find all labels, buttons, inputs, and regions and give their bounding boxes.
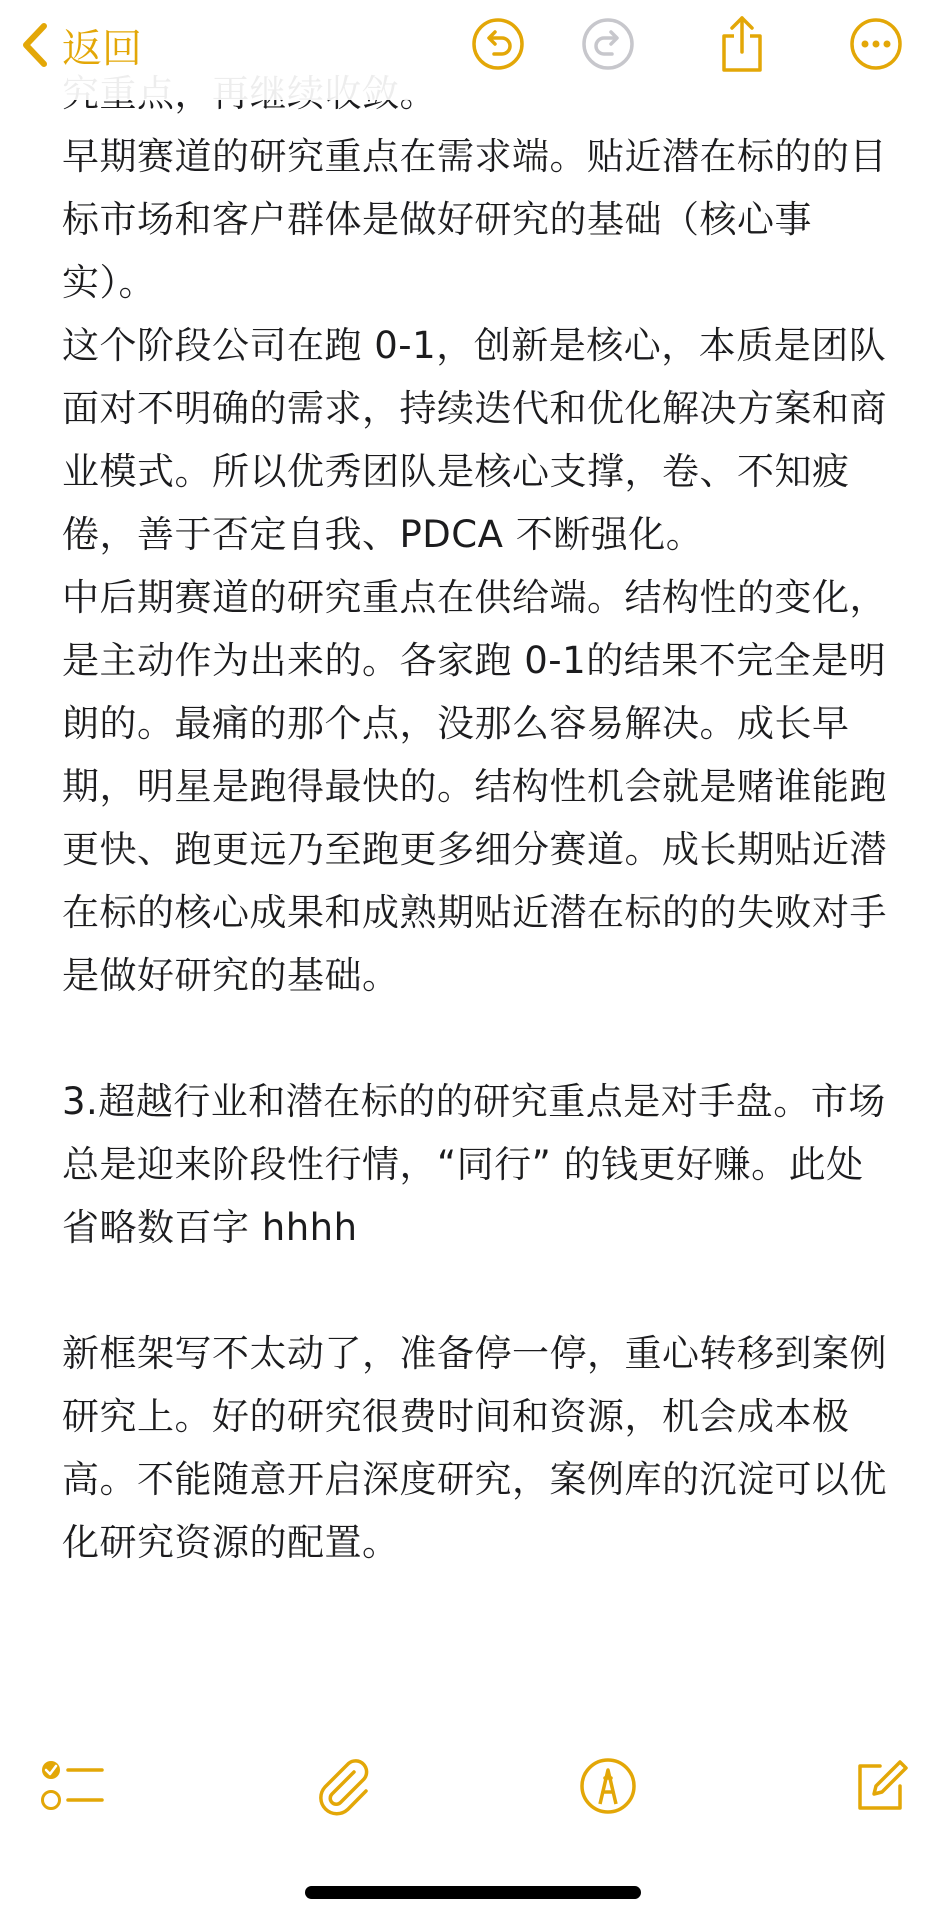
chevron-left-icon	[20, 22, 48, 68]
markup-button[interactable]	[576, 1754, 640, 1818]
note-paragraph: 中后期赛道的研究重点在供给端。结构性的变化，是主动作为出来的。各家跑 0-1的结果不完全是明朗的。最痛的那个点，没那么容易解决。成长早期，明星是跑得最快的。结构性机会就是赌谁能跑更快、跑更远乃至跑更多细分赛道。成长期贴近潜在标的核心成果和成熟期贴近潜在标的的失败对手是做好研究的基础。	[62, 576, 887, 997]
share-button[interactable]	[712, 14, 772, 74]
bottom-toolbar	[0, 1740, 944, 1830]
undo-icon	[470, 16, 526, 72]
note-paragraph: 这个阶段公司在跑 0-1，创新是核心，本质是团队面对不明确的需求，持续迭代和优化解决方案和商业模式。所以优秀团队是核心支撑，卷、不知疲倦，善于否定自我、PDCA 不断强化。	[62, 324, 887, 556]
back-button[interactable]	[20, 16, 142, 74]
markup-icon	[578, 1756, 638, 1816]
navigation-bar	[0, 0, 944, 100]
redo-button[interactable]	[578, 14, 638, 74]
checklist-icon	[40, 1756, 104, 1816]
compose-button[interactable]	[848, 1754, 912, 1818]
more-button[interactable]	[846, 14, 906, 74]
note-paragraph: 早期赛道的研究重点在需求端。贴近潜在标的的目标市场和客户群体是做好研究的基础（核心事实）。	[62, 135, 887, 304]
note-paragraph: 3.超越行业和潜在标的的研究重点是对手盘。市场总是迎来阶段性行情，“同行” 的钱更好赚。此处省略数百字 hhhh	[62, 1080, 886, 1249]
checklist-button[interactable]	[40, 1754, 104, 1818]
more-icon	[848, 16, 904, 72]
note-body[interactable]	[62, 62, 888, 1574]
compose-icon	[850, 1756, 910, 1816]
blank-line	[62, 1259, 888, 1322]
blank-line	[62, 1007, 888, 1070]
note-paragraph: 新框架写不太动了，准备停一停，重心转移到案例研究上。好的研究很费时间和资源，机会成本极高。不能随意开启深度研究，案例库的沉淀可以优化研究资源的配置。	[62, 1332, 887, 1564]
redo-icon	[580, 16, 636, 72]
undo-button[interactable]	[468, 14, 528, 74]
attachment-icon	[314, 1756, 374, 1816]
attachment-button[interactable]	[312, 1754, 376, 1818]
share-icon	[716, 14, 768, 74]
home-indicator[interactable]	[305, 1886, 641, 1899]
back-label: 返回	[62, 25, 142, 72]
